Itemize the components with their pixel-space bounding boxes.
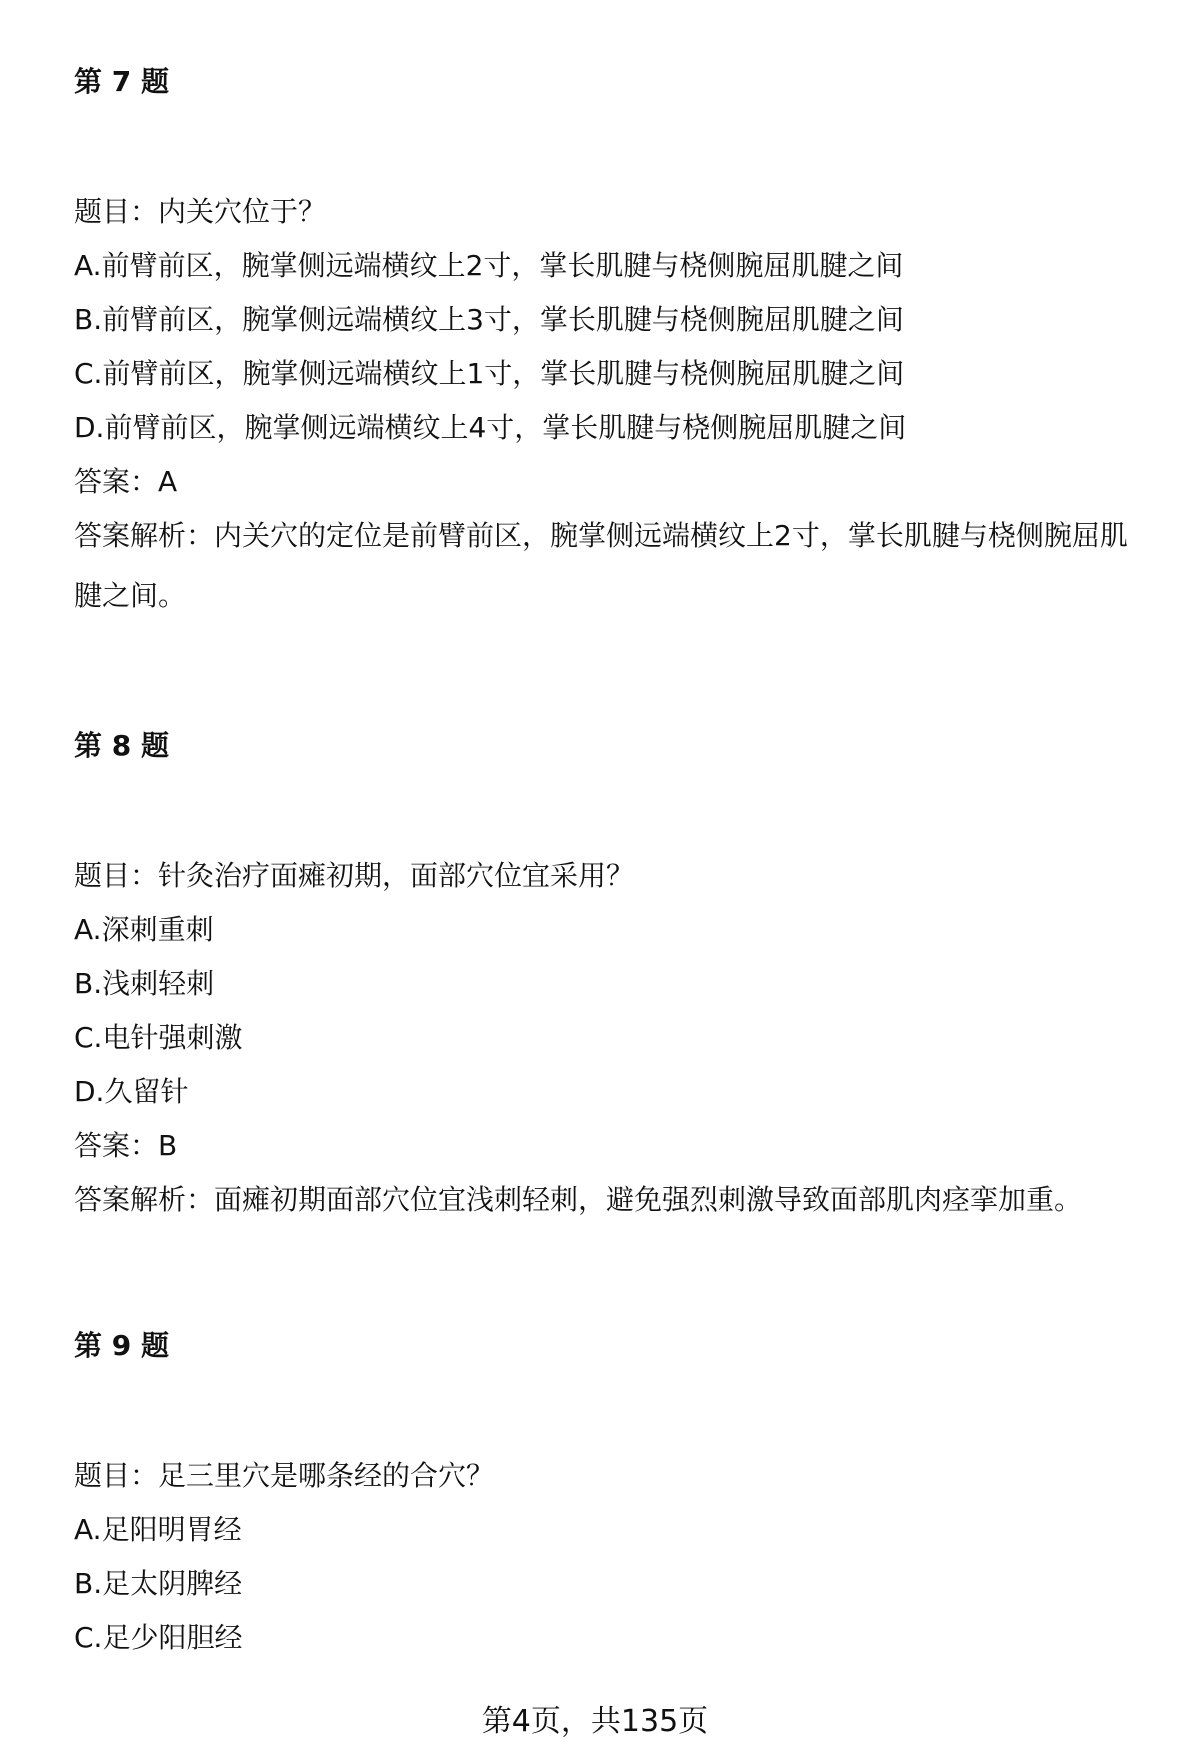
question-8-answer: 答案：B	[74, 1129, 178, 1162]
question-7-answer: 答案：A	[74, 465, 178, 498]
question-7-option-a: A.前臂前区，腕掌侧远端横纹上2寸，掌长肌腱与桡侧腕屈肌腱之间	[74, 249, 904, 282]
question-8-text: 题目：针灸治疗面瘫初期，面部穴位宜采用？	[74, 859, 635, 892]
question-9-option-b: B.足太阴脾经	[74, 1567, 243, 1600]
question-9-option-a: A.足阳明胃经	[74, 1513, 242, 1546]
question-9-heading: 第 9 题	[74, 1329, 169, 1362]
question-8-option-d: D.久留针	[74, 1075, 189, 1108]
question-8-option-c: C.电针强刺激	[74, 1021, 243, 1054]
question-7-heading: 第 7 题	[74, 65, 169, 98]
question-7-option-d: D.前臂前区，腕掌侧远端横纹上4寸，掌长肌腱与桡侧腕屈肌腱之间	[74, 411, 907, 444]
question-8-explanation: 答案解析：面瘫初期面部穴位宜浅刺轻刺，避免强烈刺激导致面部肌肉痉挛加重。	[74, 1183, 1083, 1216]
question-7-explanation: 答案解析：内关穴的定位是前臂前区，腕掌侧远端横纹上2寸，掌长肌腱与桡侧腕屈肌腱之间。	[74, 519, 1128, 612]
question-7-option-c: C.前臂前区，腕掌侧远端横纹上1寸，掌长肌腱与桡侧腕屈肌腱之间	[74, 357, 905, 390]
question-8-option-b: B.浅刺轻刺	[74, 967, 215, 1000]
page-number-footer: 第4页，共135页	[481, 1704, 709, 1739]
question-7-text: 题目：内关穴位于？	[74, 195, 327, 228]
question-9-text: 题目：足三里穴是哪条经的合穴？	[74, 1459, 495, 1492]
question-7-option-b: B.前臂前区，腕掌侧远端横纹上3寸，掌长肌腱与桡侧腕屈肌腱之间	[74, 303, 904, 336]
question-8-heading: 第 8 题	[74, 729, 169, 762]
question-8-option-a: A.深刺重刺	[74, 913, 214, 946]
question-9-option-c: C.足少阳胆经	[74, 1621, 243, 1654]
